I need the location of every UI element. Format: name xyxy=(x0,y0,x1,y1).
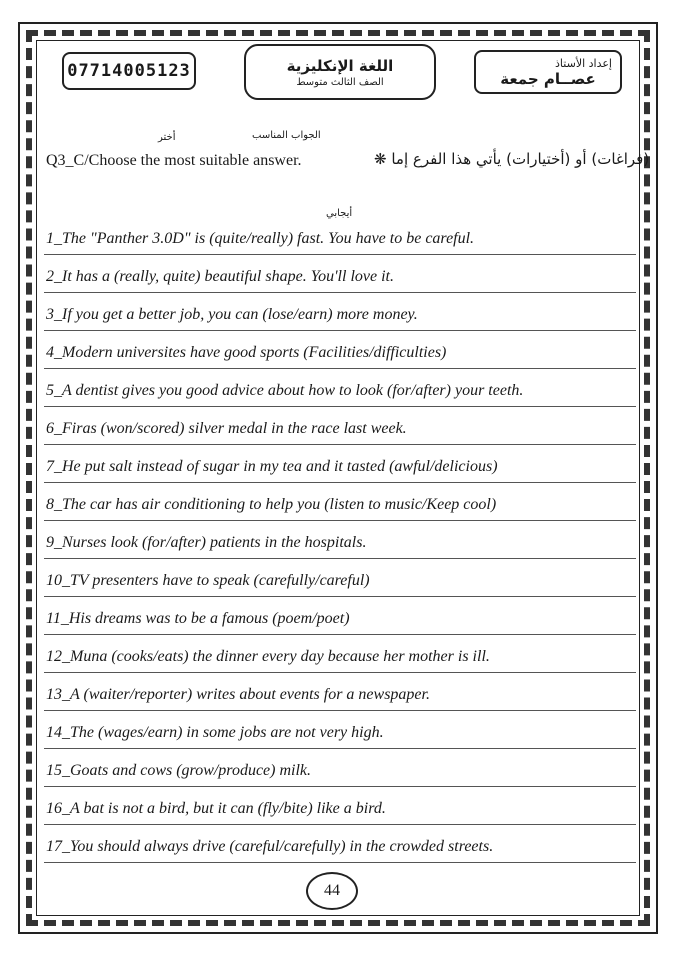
rule-line xyxy=(44,558,636,559)
rule-line xyxy=(44,482,636,483)
question-item-15: 15_Goats and cows (grow/produce) milk. xyxy=(46,762,312,779)
page-number xyxy=(306,872,358,910)
subject-title-box xyxy=(244,44,436,100)
question-item-16: 16_A bat is not a bird, but it can (fly/bite) like a bird. xyxy=(46,800,386,817)
subject-title: اللغة الإنكليزية xyxy=(286,56,394,75)
rule-line xyxy=(44,596,636,597)
question-item-1: 1_The "Panther 3.0D" is (quite/really) fast. You have to be careful. xyxy=(46,230,475,247)
question-item-14: 14_The (wages/earn) in some jobs are not very high. xyxy=(46,724,384,741)
question-item-12: 12_Muna (cooks/eats) the dinner every day because her mother is ill. xyxy=(46,648,490,665)
question-item-2: 2_It has a (really, quite) beautiful shape. You'll love it. xyxy=(46,268,394,285)
question-arabic-note: (فراغات) أو (أختيارات) يأتي هذا الفرع إما ❋ xyxy=(374,150,650,168)
gloss-answer: الجواب المناسب xyxy=(252,130,321,141)
rule-line xyxy=(44,634,636,635)
page-number-text: 44 xyxy=(324,882,340,899)
question-item-11: 11_His dreams was to be a famous (poem/poet) xyxy=(46,610,350,627)
prepared-by-label: إعداد الأستاذ xyxy=(555,56,612,70)
rule-line xyxy=(44,786,636,787)
rule-line xyxy=(44,406,636,407)
rule-line xyxy=(44,824,636,825)
question-item-7: 7_He put salt instead of sugar in my tea and it tasted (awful/delicious) xyxy=(46,458,498,475)
question-label: Q3_C/Choose the most suitable answer. xyxy=(46,152,302,169)
question-item-17: 17_You should always drive (careful/carefully) in the crowded streets. xyxy=(46,838,494,855)
rule-line xyxy=(44,292,636,293)
grade-label: الصف الثالث متوسط xyxy=(296,76,384,88)
gloss-choose: أختر xyxy=(158,132,176,143)
rule-line xyxy=(44,330,636,331)
rule-line xyxy=(44,368,636,369)
rule-line xyxy=(44,520,636,521)
question-item-9: 9_Nurses look (for/after) patients in the hospitals. xyxy=(46,534,367,551)
rule-line xyxy=(44,710,636,711)
rule-line xyxy=(44,254,636,255)
teacher-name: عصــام جمعة xyxy=(500,69,596,88)
question-item-4: 4_Modern universites have good sports (Facilities/difficulties) xyxy=(46,344,447,361)
question-item-6: 6_Firas (won/scored) silver medal in the race last week. xyxy=(46,420,407,437)
question-item-13: 13_A (waiter/reporter) writes about events for a newspaper. xyxy=(46,686,430,703)
question-item-5: 5_A dentist gives you good advice about how to look (for/after) your teeth. xyxy=(46,382,524,399)
page-border-inner xyxy=(36,40,640,916)
question-item-3: 3_If you get a better job, you can (lose/earn) more money. xyxy=(46,306,418,323)
phone-number-box xyxy=(62,52,196,90)
rule-line xyxy=(44,444,636,445)
phone-number: 07714005123 xyxy=(67,61,191,81)
rule-line xyxy=(44,748,636,749)
rule-line xyxy=(44,862,636,863)
gloss-positive: أيجابي xyxy=(326,208,353,219)
question-item-8: 8_The car has air conditioning to help you (listen to music/Keep cool) xyxy=(46,496,497,513)
rule-line xyxy=(44,672,636,673)
teacher-box xyxy=(474,50,622,94)
question-item-10: 10_TV presenters have to speak (carefully/careful) xyxy=(46,572,370,589)
